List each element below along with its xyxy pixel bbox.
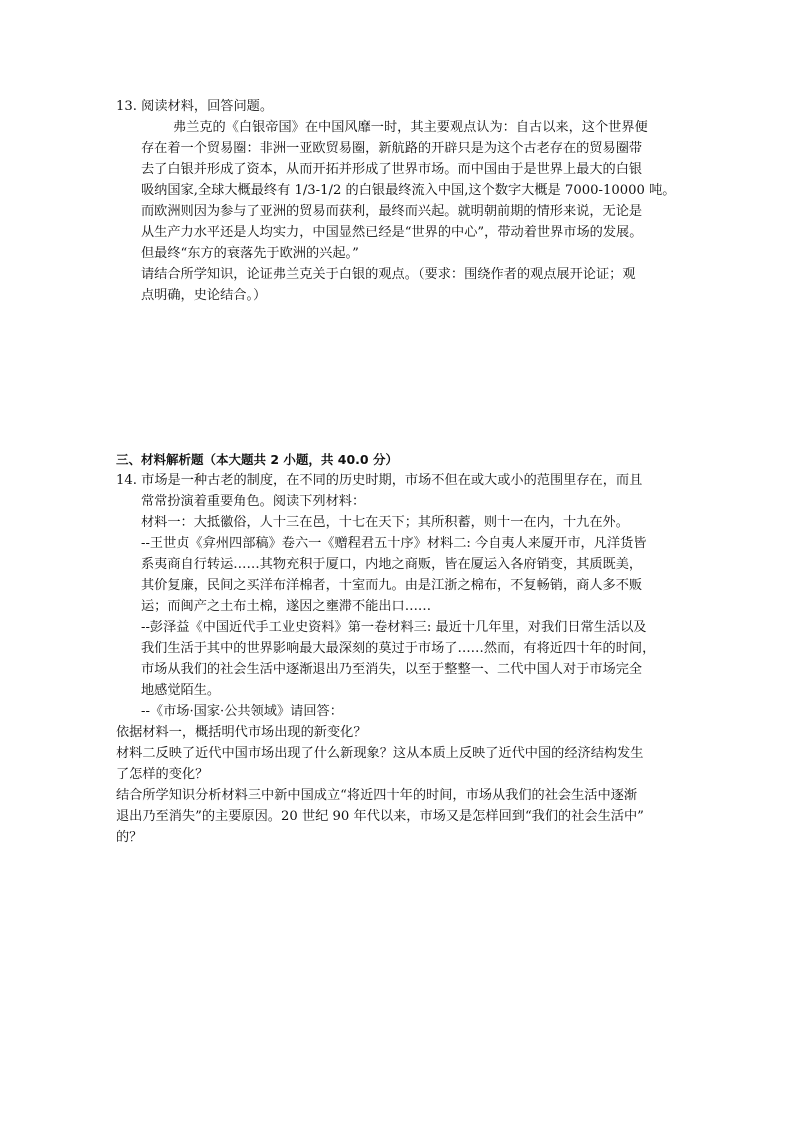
q14-material-line: 我们生活于其中的世界影响最大最深刻的莫过于市场了……然而，有将近四十年的时间， [141,641,656,656]
section-label: 三、材料解析题 [116,452,204,467]
q13-passage-line: 而欧洲则因为参与了亚洲的贸易而获利，最终而兴起。就明朝前期的情形来说，无论是 [141,204,643,219]
q14-material-line: 其价复廉，民间之买洋布洋棉者，十室而九。由是江浙之棉布，不复畅销，商人多不贩 [141,578,643,593]
q14-intro-line: 常常扮演着重要角色。阅读下列材料： [141,494,366,509]
q14-material-line: --王世贞《弇州四部稿》卷六一《赠程君五十序》材料二: 今自夷人来厦开市，凡洋货皆 [141,536,647,551]
q13-passage-line: 去了白银并形成了资本，从而开拓并形成了世界市场。而中国由于是世界上最大的白银 [141,162,643,177]
q13-passage-line: 存在着一个贸易圈：非洲一亚欧贸易圈，新航路的开辟只是为这个古老存在的贸易圈带 [141,141,643,156]
q14-question-line: 材料二反映了近代中国市场出现了什么新现象？这从本质上反映了近代中国的经济结构发生 [116,746,644,761]
section-detail: （本大题共 2 小题，共 40.0 分） [203,452,398,467]
q13-passage-line: 从生产力水平还是人均实力，中国显然已经是“世界的中心”，带动着世界市场的发展。 [141,225,643,240]
q14-material-line: 市场从我们的社会生活中逐渐退出乃至消失，以至于整整一、二代中国人对于市场完全 [141,662,643,677]
q13-passage-line: 但最终“东方的衰落先于欧洲的兴起。” [141,246,359,261]
q14-question-line: 结合所学知识分析材料三中新中国成立“将近四十年的时间，市场从我们的社会生活中逐渐 [116,788,638,803]
q14-material-line: --彭泽益《中国近代手工业史资料》第一卷材料三: 最近十几年里，对我们日常生活以及 [141,620,647,635]
q13-prompt-line: 点明确，史论结合。） [141,288,267,303]
q14-question-line: 了怎样的变化？ [116,767,209,782]
q14-intro-line: 14. 市场是一种古老的制度，在不同的历史时期，市场不但在或大或小的范围里存在，而且 [116,473,643,488]
q14-question-line: 依据材料一，概括明代市场出现的新变化？ [116,725,367,740]
q14-question-line: 退出乃至消失”的主要原因。20 世纪 90 年代以来，市场又是怎样回到“我们的社会生活中” [116,809,644,824]
q14-material-line: 材料一：大抵徽俗，人十三在邑，十七在天下；其所积蓄，则十一在内，十九在外。 [141,515,629,530]
q14-material-line: --《市场·国家·公共领域》请回答： [141,704,343,719]
q14-material-line: 地感觉陌生。 [141,683,221,698]
q14-material-line: 运；而闽产之土布土棉，遂因之壅滞不能出口…… [141,599,432,614]
q13-prompt-line: 请结合所学知识，论证弗兰克关于白银的观点。（要求：围绕作者的观点展开论证；观 [141,267,636,282]
q13-passage-line: 弗兰克的《白银帝国》在中国风靡一时，其主要观点认为：自古以来，这个世界便 [173,120,648,135]
q14-question-line: 的？ [116,830,143,845]
q14-material-line: 系夷商自行转运……其物充积于厦口，内地之商贩，皆在厦运入各府销变，其质既美， [141,557,643,572]
section-heading [116,452,398,468]
q13-passage-line: 吸纳国家,全球大概最终有 1/3-1/2 的白银最终流入中国,这个数字大概是 7000-10000 吨。 [141,183,676,198]
q13-title: 13. 阅读材料，回答问题。 [116,99,274,114]
